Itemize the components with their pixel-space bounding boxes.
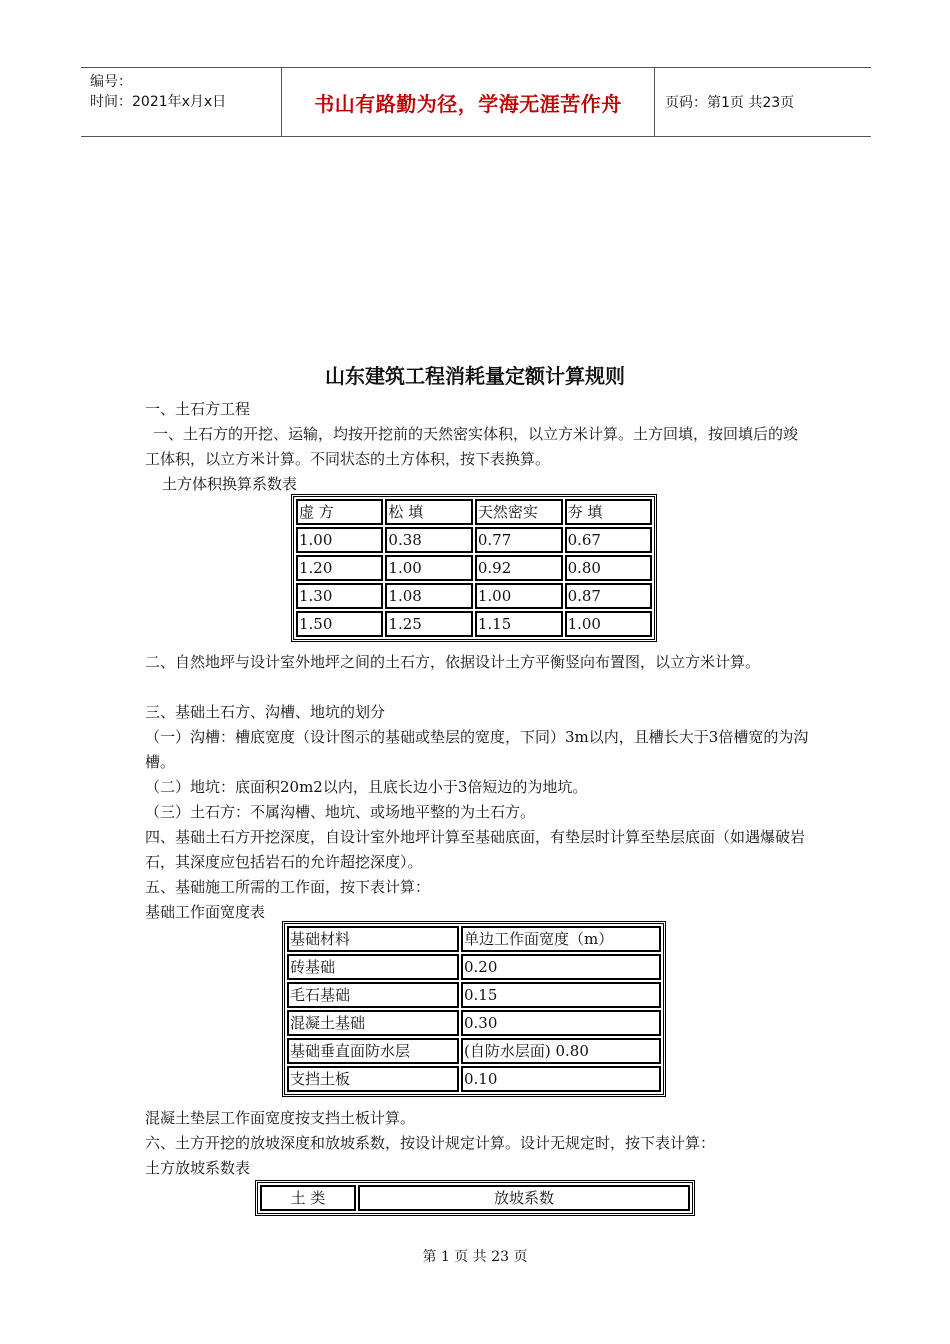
header-page-info: 页码：第1页 共23页 [665, 95, 795, 111]
table-row [296, 611, 652, 637]
table-cell: 1.15 [475, 611, 563, 637]
table-cell: 0.30 [461, 1010, 661, 1036]
date-label: 时间：2021年x月x日 [90, 94, 227, 110]
table-row [296, 583, 652, 609]
page-footer: 第 1 页 共 23 页 [422, 1249, 528, 1265]
table-header-cell: 放坡系数 [358, 1185, 690, 1211]
table-row [287, 1038, 661, 1064]
table-cell: 混凝土基础 [287, 1010, 459, 1036]
slope-coefficient-table [255, 1180, 695, 1216]
table2-caption: 基础工作面宽度表 [145, 903, 266, 921]
table-header-cell: 天然密实 [475, 499, 563, 525]
table-cell: 0.87 [565, 583, 652, 609]
section-heading: 一、土石方工程 [145, 400, 251, 418]
table-cell: 1.20 [296, 555, 383, 581]
table-cell: 基础垂直面防水层 [287, 1038, 459, 1064]
table-row [287, 1010, 661, 1036]
table-header-cell: 土 类 [260, 1185, 356, 1211]
table-cell: 支挡土板 [287, 1066, 459, 1092]
table-header-cell: 基础材料 [287, 926, 459, 952]
table-cell: 0.20 [461, 954, 661, 980]
number-label: 编号： [90, 74, 132, 90]
table-cell: 1.50 [296, 611, 383, 637]
document-title: 山东建筑工程消耗量定额计算规则 [325, 364, 625, 388]
table-cell: 0.10 [461, 1066, 661, 1092]
table-cell: 0.15 [461, 982, 661, 1008]
work-surface-width-table [282, 921, 666, 1097]
table-cell: 1.30 [296, 583, 383, 609]
table-header-row [296, 499, 652, 525]
header-meta [81, 68, 282, 136]
table-cell: 0.92 [475, 555, 563, 581]
paragraph-5b: 混凝土垫层工作面宽度按支挡土板计算。 [145, 1109, 416, 1127]
table1-caption: 土方体积换算系数表 [162, 475, 298, 493]
table-row [287, 1066, 661, 1092]
table-cell: 1.25 [385, 611, 472, 637]
table-cell: 0.38 [385, 527, 472, 553]
table-row [296, 527, 652, 553]
table-cell: (自防水层面) 0.80 [461, 1038, 661, 1064]
table-cell: 1.00 [296, 527, 383, 553]
table-cell: 1.00 [475, 583, 563, 609]
paragraph-3b: （二）地坑：底面积20m2以内，且底长边小于3倍短边的为地坑。 [145, 778, 588, 796]
table-cell: 1.08 [385, 583, 472, 609]
paragraph-6: 六、土方开挖的放坡深度和放坡系数，按设计规定计算。设计无规定时，按下表计算： [145, 1134, 716, 1152]
table-header-cell: 夯 填 [565, 499, 652, 525]
table-row [287, 982, 661, 1008]
paragraph-4: 四、基础土石方开挖深度，自设计室外地坪计算至基础底面，有垫层时计算至垫层底面（如遇爆破岩石，其深度应包括岩石的允许超挖深度）。 [145, 828, 806, 871]
paragraph-2: 二、自然地坪与设计室外地坪之间的土石方，依据设计土方平衡竖向布置图，以立方米计算。 [145, 653, 761, 671]
table-header-cell: 松 填 [385, 499, 472, 525]
table-header-row [260, 1185, 690, 1211]
table-cell: 毛石基础 [287, 982, 459, 1008]
paragraph-3: 三、基础土石方、沟槽、地坑的划分 [145, 703, 386, 721]
table-header-cell: 虚 方 [296, 499, 383, 525]
table-cell: 0.67 [565, 527, 652, 553]
soil-volume-table [291, 494, 657, 642]
table-row [287, 954, 661, 980]
table-cell: 0.80 [565, 555, 652, 581]
table-header-cell: 单边工作面宽度（m） [461, 926, 661, 952]
paragraph-3a: （一）沟槽：槽底宽度（设计图示的基础或垫层的宽度，下同）3m以内，且槽长大于3倍槽宽的为沟槽。 [145, 728, 809, 771]
header-motto: 书山有路勤为径，学海无涯苦作舟 [282, 68, 655, 136]
table-header-row [287, 926, 661, 952]
table-row [296, 555, 652, 581]
paragraph-1: 一、土石方的开挖、运输，均按开挖前的天然密实体积，以立方米计算。土方回填，按回填后的竣工体积，以立方米计算。不同状态的土方体积，按下表换算。 [145, 425, 799, 468]
page-header [81, 67, 871, 137]
table-cell: 砖基础 [287, 954, 459, 980]
table-cell: 0.77 [475, 527, 563, 553]
paragraph-3c: （三）土石方：不属沟槽、地坑、或场地平整的为土石方。 [145, 803, 536, 821]
paragraph-5: 五、基础施工所需的工作面，按下表计算： [145, 878, 431, 896]
table-cell: 1.00 [385, 555, 472, 581]
table-cell: 1.00 [565, 611, 652, 637]
table3-caption: 土方放坡系数表 [145, 1159, 251, 1177]
